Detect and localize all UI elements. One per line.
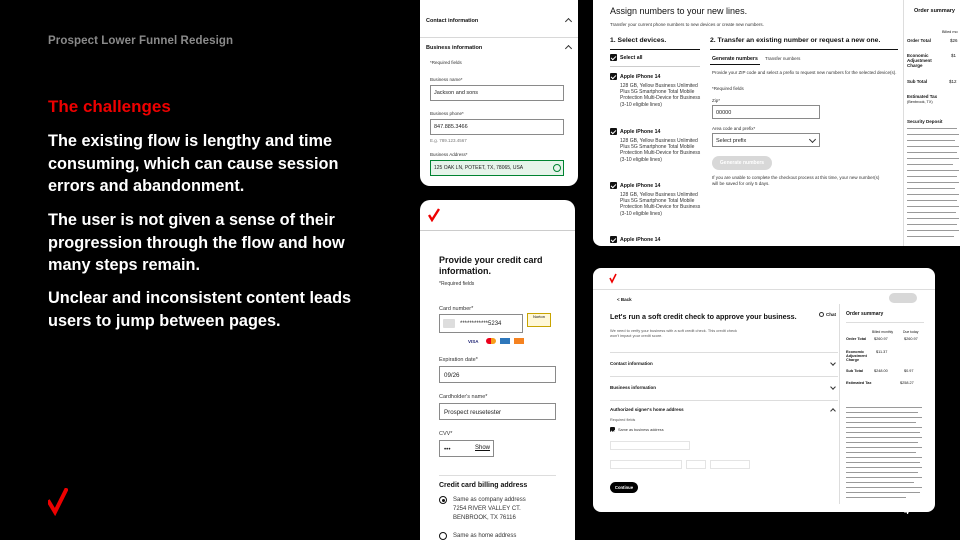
legal-text-line (846, 422, 916, 423)
credit-check-intro: We need to verify your business with a soft credit check. This credit check won't impact your credit score. (610, 328, 738, 339)
generate-numbers-button[interactable]: Generate numbers (712, 156, 772, 170)
required-note: *Required fields (439, 281, 475, 287)
legal-text-line (846, 482, 914, 483)
legal-text-line (907, 212, 956, 213)
chat-link[interactable]: Chat (826, 312, 836, 317)
legal-text-line (846, 492, 920, 493)
summary-subtotal-value: $248.00 (874, 369, 888, 373)
legal-text-line (907, 146, 959, 147)
contact-info-label: Contact information (610, 361, 653, 366)
challenges-heading: The challenges (48, 97, 171, 116)
due-today-label: Due today (903, 330, 919, 334)
summary-order-total-value: $260.97 (874, 337, 888, 341)
billing-option-company: Same as company address (453, 497, 526, 503)
summary-location: (Benbrook, TX) (907, 100, 933, 104)
legal-text-line (907, 200, 957, 201)
device-detail: 128 GB, Yellow Business Unlimited Plus 5G Smartphone Total Mobile Protection Multi-Device for Business (3-10 eligible lines) (620, 138, 701, 163)
assign-title: Assign numbers to your new lines. (610, 6, 748, 16)
divider (710, 49, 898, 50)
app-header (420, 200, 575, 231)
challenge-statement-1: The existing flow is lengthy and time consuming, which can cause session errors and abandonment. (48, 132, 339, 195)
legal-text-line (846, 477, 922, 478)
legal-text-line (846, 432, 920, 433)
step-select-devices: 1. Select devices. (610, 37, 667, 44)
area-code-label: Area code and prefix* (712, 126, 756, 131)
summary-estimated-tax: Estimated Tax (846, 381, 872, 385)
state-select[interactable] (686, 460, 706, 469)
device-name: Apple iPhone 14 (620, 183, 661, 189)
legal-text-line (907, 230, 959, 231)
zip-input[interactable] (712, 105, 820, 119)
device-checkbox[interactable] (610, 128, 617, 135)
brand-checkmark-icon (428, 208, 440, 222)
assign-numbers-screenshot (593, 0, 960, 246)
billing-option-home: Same as home address (453, 533, 517, 539)
challenge-statement-2: The user is not given a sense of their progression through the flow and how many steps remain. (48, 211, 345, 274)
summary-subtotal-value: $12 (949, 79, 957, 84)
cvv-label: CVV* (439, 431, 453, 437)
legal-text-line (907, 224, 957, 225)
business-info-section[interactable] (610, 376, 838, 400)
business-info-screenshot (420, 0, 578, 186)
select-all-checkbox[interactable] (610, 54, 617, 61)
business-name-input[interactable] (430, 85, 564, 101)
legal-text-line (846, 497, 906, 498)
billed-monthly-label: Billed monthly (872, 330, 894, 334)
order-summary-panel (839, 304, 927, 504)
device-name: Apple iPhone 14 (620, 129, 661, 135)
card-number-input[interactable] (439, 314, 523, 333)
business-info-label: Business information (610, 385, 657, 390)
business-address-input[interactable] (430, 160, 564, 176)
device-detail: 128 GB, Yellow Business Unlimited Plus 5G Smartphone Total Mobile Protection Multi-Device for Business (3-10 eligible lines) (620, 192, 701, 217)
expiration-value: 09/26 (444, 372, 460, 379)
summary-economic: Economic Adjustment Charge (846, 350, 867, 362)
chevron-down-icon (809, 136, 816, 143)
divider (610, 49, 700, 50)
device-checkbox[interactable] (610, 236, 617, 243)
business-phone-input[interactable] (430, 119, 564, 135)
same-address-label: Same as business address (618, 428, 664, 432)
expiration-label: Expiration date* (439, 357, 478, 363)
legal-text-line (907, 194, 959, 195)
phone-hint: E.g. 789.123.4567 (430, 138, 467, 143)
save-note: If you are unable to complete the checkout process at this time, your new number(s) will be saved for only 5 days. (712, 175, 880, 186)
header-action-button[interactable] (889, 293, 917, 303)
same-address-checkbox[interactable] (610, 427, 615, 432)
security-deposit-label: Security Deposit (907, 119, 943, 124)
credit-card-title: Provide your credit card information. (439, 255, 543, 276)
summary-order-total: Order Total (907, 38, 931, 43)
legal-text-line (907, 206, 959, 207)
billing-address-title: Credit card billing address (439, 482, 528, 489)
legal-text-line (907, 158, 959, 159)
summary-order-total-due: $260.97 (904, 337, 918, 341)
divider (610, 400, 838, 401)
presentation-kicker: Prospect Lower Funnel Redesign (48, 35, 234, 47)
business-phone-label: Business phone* (430, 111, 464, 116)
back-link[interactable]: < Back (617, 297, 632, 302)
city-input[interactable] (610, 460, 682, 469)
active-tab-indicator (710, 64, 760, 65)
chevron-up-icon[interactable] (565, 18, 572, 25)
order-summary-title: Order summary (846, 311, 884, 317)
address-input[interactable] (610, 441, 690, 450)
summary-economic-value: $1 (951, 53, 957, 58)
legal-text-line (907, 188, 955, 189)
cardholder-label: Cardholder's name* (439, 394, 488, 400)
step-transfer-number: 2. Transfer an existing number or request a new one. (710, 37, 881, 44)
cvv-value: ••• (444, 446, 451, 453)
required-note: *Required fields (712, 86, 744, 91)
prefix-placeholder: Select prefix (716, 137, 747, 144)
zip-label: Zip* (712, 98, 721, 103)
amex-icon (500, 338, 510, 344)
billing-radio-home[interactable] (439, 532, 447, 540)
norton-badge (527, 313, 551, 327)
card-number-label: Card number* (439, 306, 474, 312)
billing-radio-company[interactable] (439, 496, 447, 504)
device-name: Apple iPhone 14 (620, 237, 661, 243)
summary-subtotal: Sub Total (907, 79, 928, 84)
device-checkbox[interactable] (610, 73, 617, 80)
card-number-value: ************5234 (460, 321, 502, 327)
legal-text-line (907, 128, 957, 129)
legal-text-line (846, 487, 922, 488)
tab-transfer-numbers[interactable]: Transfer numbers (765, 56, 801, 61)
brand-checkmark-icon (48, 488, 68, 516)
legal-text-line (907, 140, 955, 141)
app-header (593, 268, 935, 290)
legal-text-line (846, 417, 922, 418)
legal-text-line (846, 437, 922, 438)
legal-text-line (907, 176, 957, 177)
divider (439, 475, 556, 476)
zip-instruction: Provide your ZIP code and select a prefix to request new numbers for the selected device(s). (712, 70, 897, 75)
business-address-value: 125 OAK LN, POTEET, TX, 78065, USA (434, 165, 524, 171)
device-checkbox[interactable] (610, 182, 617, 189)
contact-info-label: Contact information (426, 18, 479, 24)
summary-estimated-tax-due: $258.27 (900, 381, 914, 385)
challenge-statement-3: Unclear and inconsistent content leads users to jump between pages. (48, 289, 352, 330)
summary-estimated-tax: Estimated Tax (907, 94, 938, 99)
legal-text-line (907, 170, 959, 171)
legal-text-line (846, 462, 920, 463)
summary-subtotal-due: $0.97 (904, 369, 914, 373)
legal-text-line (907, 236, 954, 237)
legal-text-line (846, 407, 922, 408)
prefix-select[interactable] (712, 133, 820, 147)
order-summary-panel (903, 0, 960, 246)
chat-icon[interactable] (819, 312, 824, 317)
legal-text-line (907, 164, 953, 165)
cardholder-value: Prospect reusetester (444, 409, 502, 416)
business-info-label: Business information (426, 45, 483, 51)
discover-icon (514, 338, 524, 344)
legal-text-line (907, 182, 959, 183)
device-name: Apple iPhone 14 (620, 74, 661, 80)
summary-economic-value: $11.37 (876, 350, 888, 354)
legal-text-line (846, 452, 916, 453)
summary-order-total-value: $26 (950, 38, 958, 43)
chevron-up-icon[interactable] (830, 408, 836, 414)
credit-check-title: Let's run a soft credit check to approve your business. (610, 312, 797, 321)
legal-text-line (846, 447, 922, 448)
chevron-up-icon[interactable] (565, 45, 572, 52)
continue-button[interactable]: Continue (610, 482, 638, 493)
legal-text-line (846, 442, 918, 443)
card-icon (443, 319, 455, 328)
divider (610, 66, 700, 67)
business-name-value: Jackson and sons (434, 90, 479, 96)
legal-text-line (846, 412, 918, 413)
legal-text-line (846, 457, 922, 458)
credit-card-screenshot (420, 200, 575, 540)
credit-check-screenshot (593, 268, 935, 512)
visa-logo: VISA (468, 339, 479, 344)
summary-order-total: Order Total (846, 337, 867, 341)
radio-selected-dot (442, 499, 445, 502)
legal-text-line (846, 467, 922, 468)
billing-address-line1: 7254 RIVER VALLEY CT. (453, 506, 521, 512)
legal-text-line (846, 427, 922, 428)
contact-info-section[interactable] (420, 0, 578, 38)
legal-text-line (907, 152, 957, 153)
chevron-down-icon (830, 384, 836, 390)
device-detail: 128 GB, Yellow Business Unlimited Plus 5G Smartphone Total Mobile Protection Multi-Device for Business (3-10 eligible lines) (620, 83, 701, 108)
legal-text-line (907, 218, 959, 219)
legal-text-line (846, 472, 918, 473)
norton-label: Norton (532, 314, 545, 319)
divider (846, 322, 924, 323)
tab-generate-numbers[interactable]: Generate numbers (712, 56, 758, 62)
required-note: Required fields (610, 418, 636, 422)
business-phone-value: 847.885.3466 (434, 124, 468, 130)
legal-text-line (907, 134, 959, 135)
zip-input[interactable] (710, 460, 750, 469)
signer-address-title: Authorized signer's home address (610, 407, 684, 412)
brand-checkmark-icon (609, 273, 617, 284)
summary-economic: Economic Adjustment Charge (907, 53, 932, 68)
zip-value: 00000 (716, 109, 732, 116)
success-check-icon (553, 164, 561, 172)
summary-subtotal: Sub Total (846, 369, 864, 373)
billed-monthly-label: Billed mo (942, 30, 958, 34)
show-cvv-link[interactable]: Show (475, 445, 491, 451)
contact-info-section[interactable] (610, 352, 838, 376)
required-note: *Required fields (430, 60, 462, 65)
chevron-down-icon (830, 360, 836, 366)
business-address-label: Business Address* (430, 152, 468, 157)
order-summary-title: Order summary (914, 8, 955, 14)
business-name-label: Business name* (430, 77, 463, 82)
mastercard-icon (486, 338, 496, 344)
assign-subtitle: Transfer your current phone numbers to new devices or create new numbers. (610, 22, 764, 27)
select-all-label: Select all (620, 55, 643, 61)
billing-address-line2: BENBROOK, TX 76116 (453, 515, 516, 521)
